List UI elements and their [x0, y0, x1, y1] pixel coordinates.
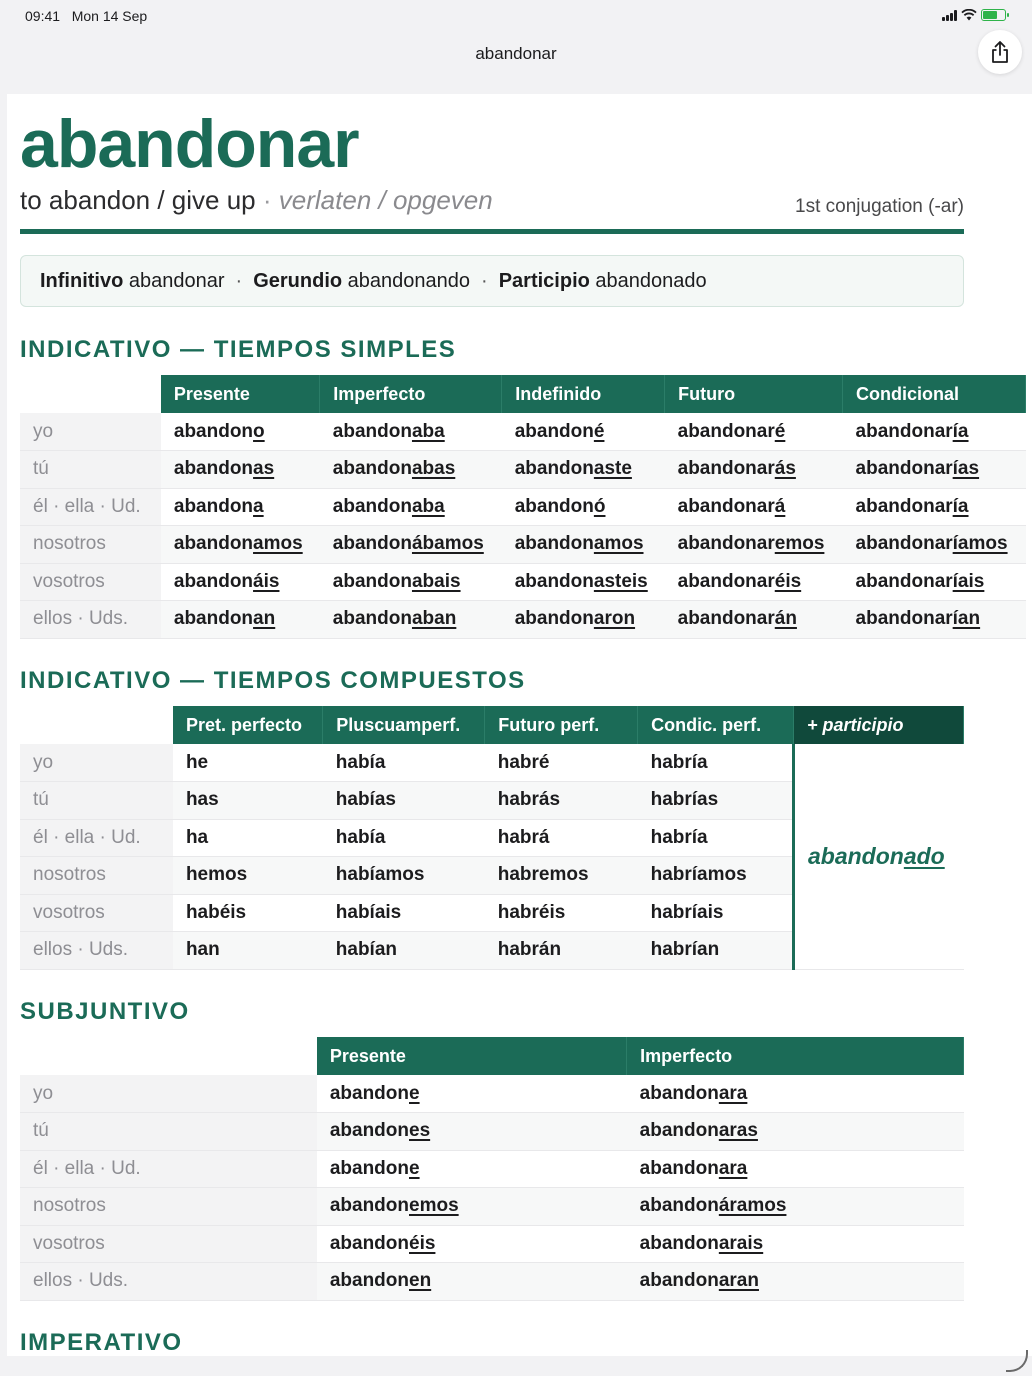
verb-ending: aran	[718, 1270, 759, 1292]
verb-ending: a	[253, 495, 264, 517]
participle-column-header: + participio	[793, 706, 963, 744]
status-icons	[942, 9, 1006, 21]
pronoun-cell: yo	[20, 1075, 317, 1113]
verb-stem: abandon	[639, 1082, 719, 1104]
verb-stem: abandonar	[677, 570, 775, 592]
conjugation-cell	[843, 563, 1026, 601]
conjugation-cell	[502, 451, 665, 489]
verb-stem: abandon	[329, 1195, 409, 1217]
auxiliary-cell: hemos	[173, 857, 323, 895]
conjugation-cell	[317, 1225, 627, 1263]
verb-stem: abandon	[173, 570, 254, 592]
verb-stem: abandon	[329, 1120, 409, 1142]
conjugation-cell	[320, 526, 502, 564]
gerundio-label: Gerundio	[253, 270, 343, 292]
table-row	[20, 1075, 964, 1113]
verb-stem: abandon	[514, 570, 594, 592]
auxiliary-cell: habré	[485, 744, 638, 782]
verb-ending: íamos	[952, 533, 1008, 555]
verb-title: abandonar	[20, 106, 359, 182]
auxiliary-cell: habrá	[485, 819, 638, 857]
auxiliary-cell: han	[173, 932, 323, 970]
page-title: abandonar	[475, 44, 557, 63]
verb-stem: abandon	[332, 570, 412, 592]
pronoun-cell: él · ella · Ud.	[20, 819, 173, 857]
conjugation-cell	[843, 526, 1026, 564]
english-translation: to abandon / give up	[20, 185, 256, 215]
section-title-imperativo: IMPERATIVO	[20, 1329, 183, 1356]
auxiliary-cell: habíamos	[323, 857, 485, 895]
participio-value: abandonado	[595, 270, 707, 292]
conjugation-cell	[161, 413, 320, 451]
verb-stem: abandonar	[677, 458, 775, 480]
column-header: Futuro perf.	[485, 706, 638, 744]
column-header: Futuro	[665, 375, 843, 413]
verb-ending: as	[253, 458, 275, 480]
conjugation-cell	[320, 413, 502, 451]
auxiliary-cell: habrías	[638, 782, 794, 820]
share-button[interactable]	[978, 30, 1022, 74]
conjugation-cell	[320, 563, 502, 601]
conjugation-cell	[161, 488, 320, 526]
pronoun-column-header	[20, 706, 173, 744]
conjugation-cell	[502, 526, 665, 564]
auxiliary-cell: había	[323, 744, 485, 782]
conjugation-cell	[627, 1188, 964, 1226]
conjugation-cell	[665, 413, 843, 451]
pronoun-column-header	[20, 375, 161, 413]
pronoun-cell: vosotros	[20, 894, 173, 932]
verb-ending: aban	[411, 608, 457, 630]
infinitivo-value: abandonar	[128, 270, 225, 292]
verb-ending: ara	[718, 1082, 748, 1104]
title-divider	[20, 229, 964, 234]
verb-ending: an	[253, 608, 276, 630]
verb-stem: abandon	[514, 495, 594, 517]
verb-stem: abandon	[173, 608, 254, 630]
conjugation-cell	[502, 601, 665, 639]
verb-ending: ías	[952, 458, 980, 480]
column-header: Indefinido	[502, 375, 665, 413]
auxiliary-cell: habías	[323, 782, 485, 820]
conjugation-cell	[627, 1225, 964, 1263]
verb-ending: e	[409, 1082, 420, 1104]
pronoun-cell: yo	[20, 413, 161, 451]
verb-ending: es	[409, 1120, 431, 1142]
table-subjuntivo	[20, 1037, 964, 1301]
verb-ending: amos	[253, 533, 303, 555]
verb-stem: abandon	[332, 608, 412, 630]
verb-ending: ás	[774, 458, 796, 480]
verb-ending: ó	[593, 495, 606, 517]
section-title-subjuntivo: SUBJUNTIVO	[20, 998, 190, 1025]
verb-ending: en	[409, 1270, 432, 1292]
verb-stem: abandon	[329, 1082, 409, 1104]
conjugation-cell	[161, 601, 320, 639]
auxiliary-cell: habremos	[485, 857, 638, 895]
verb-stem: abandon	[514, 533, 594, 555]
verb-stem: abandonar	[677, 420, 775, 442]
table-row	[20, 1263, 964, 1301]
verb-stem: abandon	[329, 1157, 409, 1179]
auxiliary-cell: habían	[323, 932, 485, 970]
table-row	[20, 1113, 964, 1151]
status-time: 09:41 Mon 14 Sep	[25, 8, 148, 24]
conjugation-cell	[665, 488, 843, 526]
verb-stem: abandonar	[855, 495, 953, 517]
pronoun-cell: tú	[20, 1113, 317, 1151]
verb-ending: ado	[903, 842, 945, 869]
participle-cell	[793, 744, 963, 969]
auxiliary-cell: habríamos	[638, 857, 794, 895]
table-row	[20, 1188, 964, 1226]
table-row	[20, 1150, 964, 1188]
table-row	[20, 451, 1026, 489]
column-header: Imperfecto	[627, 1037, 964, 1075]
verb-ending: ábamos	[411, 533, 484, 555]
table-row	[20, 413, 1026, 451]
verb-stem: abandonar	[677, 495, 775, 517]
verb-ending: aba	[411, 420, 445, 442]
verb-ending: é	[774, 420, 786, 442]
verb-ending: íais	[952, 570, 985, 592]
verb-stem: abandon	[173, 420, 254, 442]
table-row	[20, 488, 1026, 526]
verb-ending: ían	[952, 608, 981, 630]
verb-ending: abas	[411, 458, 456, 480]
conjugation-cell	[317, 1188, 627, 1226]
conjugation-cell	[320, 601, 502, 639]
conjugation-cell	[161, 563, 320, 601]
conjugation-cell	[502, 413, 665, 451]
column-header: Pret. perfecto	[173, 706, 323, 744]
verb-ending: aron	[593, 608, 636, 630]
verb-ending: aste	[593, 458, 632, 480]
conjugation-cell	[502, 563, 665, 601]
resize-corner-icon	[1006, 1350, 1028, 1372]
signal-icon	[942, 10, 957, 21]
verb-stem: abandon	[639, 1232, 719, 1254]
pronoun-cell: nosotros	[20, 1188, 317, 1226]
wifi-icon	[961, 9, 977, 21]
auxiliary-cell: habría	[638, 744, 794, 782]
verb-stem: abandon	[329, 1232, 409, 1254]
status-bar	[0, 0, 1032, 34]
pronoun-cell: tú	[20, 782, 173, 820]
verb-stem: abandon	[639, 1270, 719, 1292]
pronoun-cell: nosotros	[20, 857, 173, 895]
pronoun-column-header	[20, 1037, 317, 1075]
verb-ending: éis	[774, 570, 802, 592]
pronoun-cell: él · ella · Ud.	[20, 1150, 317, 1188]
conjugation-cell	[665, 601, 843, 639]
verb-stem: abandon	[639, 1157, 719, 1179]
verb-stem: abandon	[332, 495, 412, 517]
verb-ending: aba	[411, 495, 445, 517]
conjugation-cell	[665, 451, 843, 489]
pronoun-cell: nosotros	[20, 526, 161, 564]
verb-stem: abandon	[173, 458, 254, 480]
verb-ending: áis	[253, 570, 280, 592]
table-tiempos-simples	[20, 375, 1026, 639]
pronoun-cell: yo	[20, 744, 173, 782]
verb-stem: abandonar	[855, 533, 953, 555]
section-title-compuestos: INDICATIVO — TIEMPOS COMPUESTOS	[20, 667, 526, 694]
verb-ending: ía	[952, 495, 969, 517]
conjugation-cell	[317, 1150, 627, 1188]
verb-ending: asteis	[593, 570, 648, 592]
gerundio-value: abandonando	[347, 270, 471, 292]
auxiliary-cell: he	[173, 744, 323, 782]
conjugation-cell	[843, 451, 1026, 489]
infinitivo-label: Infinitivo	[40, 270, 124, 292]
conjugation-cell	[665, 526, 843, 564]
column-header: Presente	[161, 375, 320, 413]
verb-ending: á	[774, 495, 786, 517]
dutch-translation: verlaten / opgeven	[278, 185, 493, 215]
column-header: Condic. perf.	[638, 706, 794, 744]
pronoun-cell: vosotros	[20, 563, 161, 601]
verb-stem: abandon	[329, 1270, 409, 1292]
verb-stem: abandon	[639, 1120, 719, 1142]
verb-ending: éis	[409, 1232, 436, 1254]
auxiliary-cell: habrán	[485, 932, 638, 970]
verb-stem: abandonar	[855, 570, 953, 592]
auxiliary-cell: habrás	[485, 782, 638, 820]
conjugation-cell	[627, 1263, 964, 1301]
pronoun-cell: ellos · Uds.	[20, 1263, 317, 1301]
table-row	[20, 1225, 964, 1263]
verb-ending: emos	[409, 1195, 459, 1217]
column-header: Condicional	[843, 375, 1026, 413]
conjugation-cell	[843, 488, 1026, 526]
verb-ending: emos	[774, 533, 825, 555]
auxiliary-cell: habríais	[638, 894, 794, 932]
pronoun-cell: él · ella · Ud.	[20, 488, 161, 526]
verb-stem: abandonar	[677, 608, 775, 630]
table-tiempos-compuestos	[20, 706, 964, 970]
conjugation-cell	[320, 488, 502, 526]
verb-ending: é	[593, 420, 605, 442]
verb-stem: abandon	[173, 533, 254, 555]
auxiliary-cell: habrían	[638, 932, 794, 970]
table-row	[20, 744, 964, 782]
conjugation-cell	[161, 526, 320, 564]
verb-stem: abandonar	[855, 608, 953, 630]
conjugation-cell	[320, 451, 502, 489]
column-header: Presente	[317, 1037, 627, 1075]
verb-stem: abandon	[173, 495, 254, 517]
verb-stem: abandon	[639, 1195, 719, 1217]
share-icon	[990, 40, 1010, 64]
non-finite-forms: Infinitivo abandonar · Gerundio abandonando · Participio abandonado	[20, 255, 964, 307]
auxiliary-cell: había	[323, 819, 485, 857]
table-row	[20, 601, 1026, 639]
conjugation-cell	[317, 1075, 627, 1113]
pronoun-cell: tú	[20, 451, 161, 489]
verb-stem: abandonar	[677, 533, 775, 555]
battery-charging-icon	[981, 9, 1006, 21]
conjugation-cell	[665, 563, 843, 601]
verb-ending: arais	[718, 1232, 764, 1254]
verb-ending: án	[774, 608, 797, 630]
verb-stem: abandon	[332, 420, 412, 442]
auxiliary-cell: habréis	[485, 894, 638, 932]
pronoun-cell: ellos · Uds.	[20, 601, 161, 639]
column-header: Pluscuamperf.	[323, 706, 485, 744]
verb-stem: abandon	[332, 533, 412, 555]
pronoun-cell: ellos · Uds.	[20, 932, 173, 970]
verb-ending: áramos	[718, 1195, 787, 1217]
section-title-simples: INDICATIVO — TIEMPOS SIMPLES	[20, 336, 457, 363]
auxiliary-cell: ha	[173, 819, 323, 857]
verb-ending: ara	[718, 1157, 748, 1179]
verb-ending: aras	[718, 1120, 758, 1142]
conjugation-cell	[161, 451, 320, 489]
verb-stem: abandon	[807, 842, 904, 869]
verb-ending: o	[253, 420, 265, 442]
verb-stem: abandonar	[855, 458, 953, 480]
conjugation-cell	[317, 1263, 627, 1301]
auxiliary-cell: habíais	[323, 894, 485, 932]
column-header: Imperfecto	[320, 375, 502, 413]
table-row	[20, 526, 1026, 564]
verb-stem: abandon	[332, 458, 412, 480]
conjugation-class: 1st conjugation (-ar)	[795, 196, 964, 217]
conjugation-cell	[843, 601, 1026, 639]
translation-separator: ·	[262, 185, 272, 215]
verb-ending: amos	[593, 533, 644, 555]
conjugation-cell	[317, 1113, 627, 1151]
verb-stem: abandon	[514, 608, 594, 630]
translation-line	[20, 184, 964, 216]
pronoun-cell: vosotros	[20, 1225, 317, 1263]
verb-ending: abais	[411, 570, 461, 592]
auxiliary-cell: habéis	[173, 894, 323, 932]
conjugation-cell	[627, 1150, 964, 1188]
conjugation-cell	[627, 1113, 964, 1151]
auxiliary-cell: habría	[638, 819, 794, 857]
verb-stem: abandon	[514, 458, 594, 480]
conjugation-cell	[843, 413, 1026, 451]
conjugation-cell	[502, 488, 665, 526]
conjugation-cell	[627, 1075, 964, 1113]
verb-ending: e	[409, 1157, 420, 1179]
participio-label: Participio	[498, 270, 590, 292]
verb-stem: abandon	[514, 420, 594, 442]
verb-ending: ía	[952, 420, 969, 442]
verb-stem: abandonar	[855, 420, 953, 442]
content-sheet[interactable]	[7, 94, 1032, 1356]
table-row	[20, 563, 1026, 601]
auxiliary-cell: has	[173, 782, 323, 820]
